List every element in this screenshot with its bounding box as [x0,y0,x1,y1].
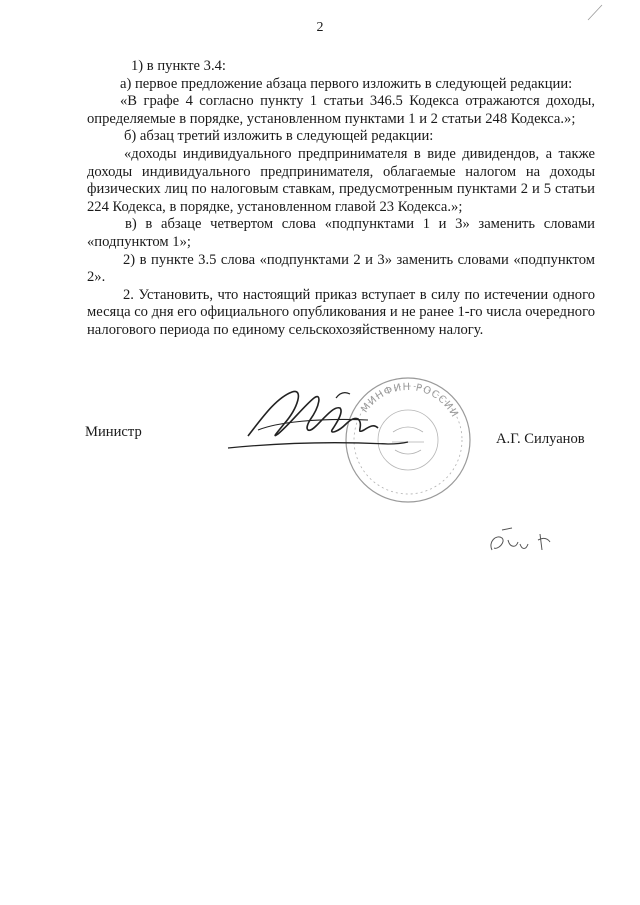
paragraph-quote-2: «доходы индивидуального предпринимателя в виде дивидендов, а также доходы индивидуального предпринимателя, облагаемые налогом на доходы физических лиц по налоговым ставкам, предусмотренным пунктами 2 и 5 статьи 224 Кодекса, в порядке, установленном главой 23 Кодекса.»; [87,145,595,215]
paragraph-item-1: 1) в пункте 3.4: [131,58,226,74]
handwritten-initials [480,520,560,560]
signatory-name: А.Г. Силуанов [496,431,585,447]
signatory-title: Министр [85,424,142,440]
document-body [87,58,595,340]
paragraph-quote-1: «В графе 4 согласно пункту 1 статьи 346.5 Кодекса отражаются доходы, определяемые в порядке, установленном пунктами 1 и 2 статьи 248 Кодекса.»; [87,93,595,127]
paragraph-item-2: 2) в пункте 3.5 слова «подпунктами 2 и 3» заменить словами «подпунктом 2». [87,251,595,286]
signature-scribble [218,378,418,458]
seal-text: МИНФИН РОССИИ [359,381,461,420]
corner-pen-mark [586,2,606,22]
paragraph-item-v: в) в абзаце четвертом слова «подпунктами 1 и 3» заменить словами «подпунктом 1»; [87,216,595,250]
page-number: 2 [316,20,324,35]
paragraph-item-b: б) абзац третий изложить в следующей редакции: [124,128,434,145]
paragraph-clause-2: 2. Установить, что настоящий приказ вступает в силу по истечении одного месяца со дня его официального опубликования и не ранее 1-го числа очередного налогового периода по единому сельскохозяйственному налогу. [87,286,595,338]
paragraph-item-a: а) первое предложение абзаца первого изложить в следующей редакции: [120,75,573,92]
